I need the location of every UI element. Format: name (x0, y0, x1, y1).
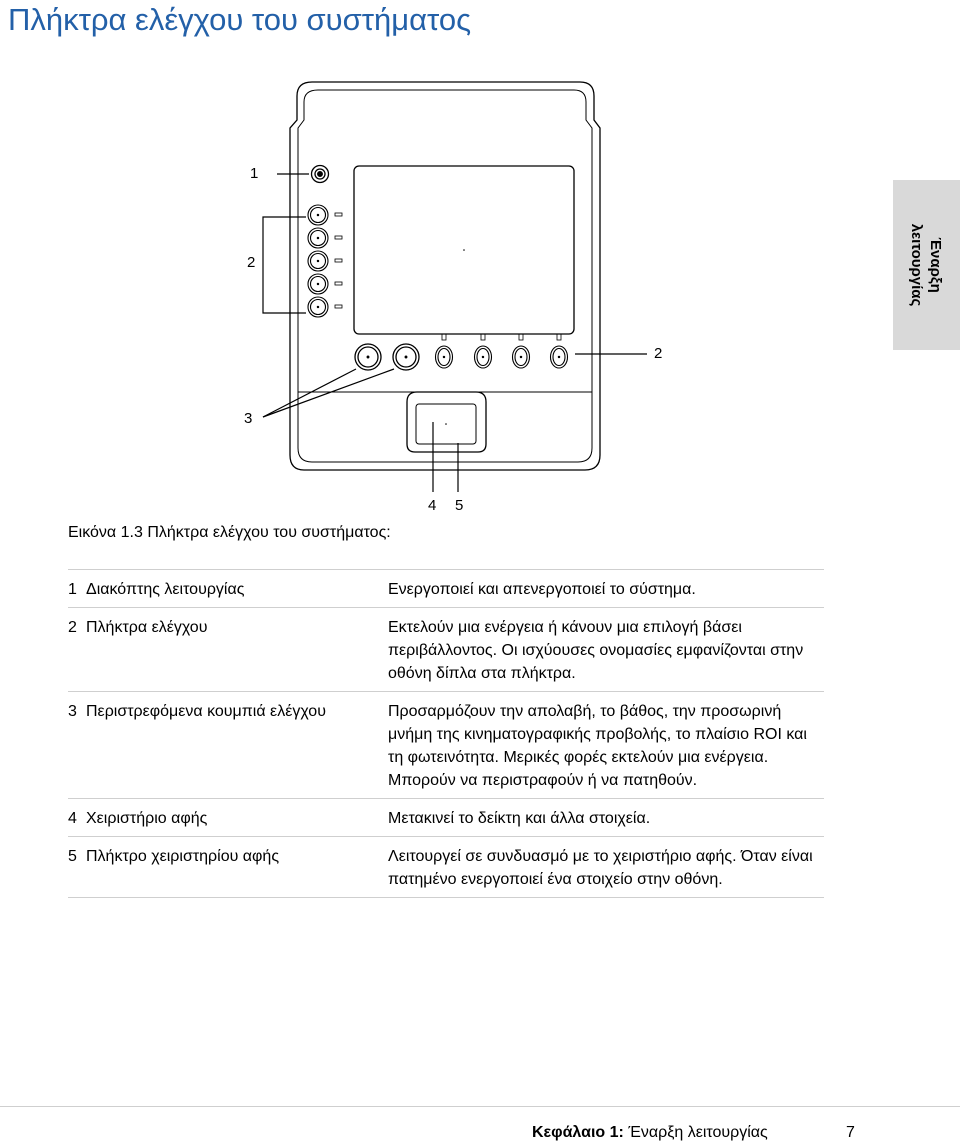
row-description: Μετακινεί το δείκτη και άλλα στοιχεία. (388, 810, 651, 827)
device-illustration (0, 0, 960, 520)
callout-3: 3 (244, 410, 253, 427)
device-body (290, 82, 600, 470)
row-name: Διακόπτης λειτουργίας (86, 581, 245, 598)
footer-rule (0, 1106, 960, 1107)
row-number: 2 (68, 619, 77, 636)
side-tab-line-2: λειτουργίας (908, 223, 925, 307)
page-title: Πλήκτρα ελέγχου του συστήματος (8, 2, 472, 37)
row-description: Λειτουργεί σε συνδυασμό με το χειριστήριο αφής. Όταν είναι πατημένο ενεργοποιεί ένα στοιχείο στην οθόνη. (388, 848, 813, 888)
row-description: Ενεργοποιεί και απενεργοποιεί το σύστημα. (388, 581, 696, 598)
rotary-knobs (355, 344, 419, 370)
row-name: Χειριστήριο αφής (86, 810, 208, 827)
footer-page-number: 7 (846, 1124, 855, 1141)
power-button (312, 166, 329, 183)
device-body-inner (298, 90, 592, 462)
left-control-keys (308, 205, 342, 317)
row-name: Πλήκτρο χειριστηρίου αφής (86, 848, 280, 865)
table-row (68, 608, 824, 692)
table-row (68, 799, 824, 837)
footer-chapter-title: Έναρξη λειτουργίας (628, 1124, 768, 1141)
footer-chapter: Κεφάλαιο 1: (532, 1124, 624, 1141)
table-row (68, 570, 824, 608)
row-number: 5 (68, 848, 77, 865)
row-number: 4 (68, 810, 77, 827)
row-description: Εκτελούν μια ενέργεια ή κάνουν μια επιλογή βάσει περιβάλλοντος. Οι ισχύουσες ονομασίες εμφανίζονται στην οθόνη δίπλα στα πλήκτρα. (388, 619, 804, 682)
row-number: 3 (68, 703, 77, 720)
callout-2-right: 2 (654, 345, 663, 362)
row-name: Πλήκτρα ελέγχου (86, 619, 208, 636)
side-tab-line-1: Έναρξη (927, 237, 944, 293)
bottom-control-keys (436, 334, 568, 368)
footer-chapter-label (532, 1124, 768, 1142)
parts-table (68, 569, 824, 898)
callout-1: 1 (250, 165, 259, 182)
row-number: 1 (68, 581, 77, 598)
table-row (68, 837, 824, 898)
row-description: Προσαρμόζουν την απολαβή, το βάθος, την προσωρινή μνήμη της κινηματογραφικής προβολής, το πλαίσιο ROI και τη φωτεινότητα. Μερικές φορές εκτελούν μια ενέργεια. Μπορούν να περιστραφούν ή να πατηθούν. (388, 703, 807, 789)
callout-4: 4 (428, 497, 437, 514)
touchpad (407, 392, 486, 452)
row-name: Περιστρεφόμενα κουμπιά ελέγχου (86, 703, 326, 720)
callout-2-left: 2 (247, 254, 256, 271)
callout-5: 5 (455, 497, 464, 514)
table-row (68, 692, 824, 799)
figure-caption: Εικόνα 1.3 Πλήκτρα ελέγχου του συστήματος: (68, 524, 391, 541)
